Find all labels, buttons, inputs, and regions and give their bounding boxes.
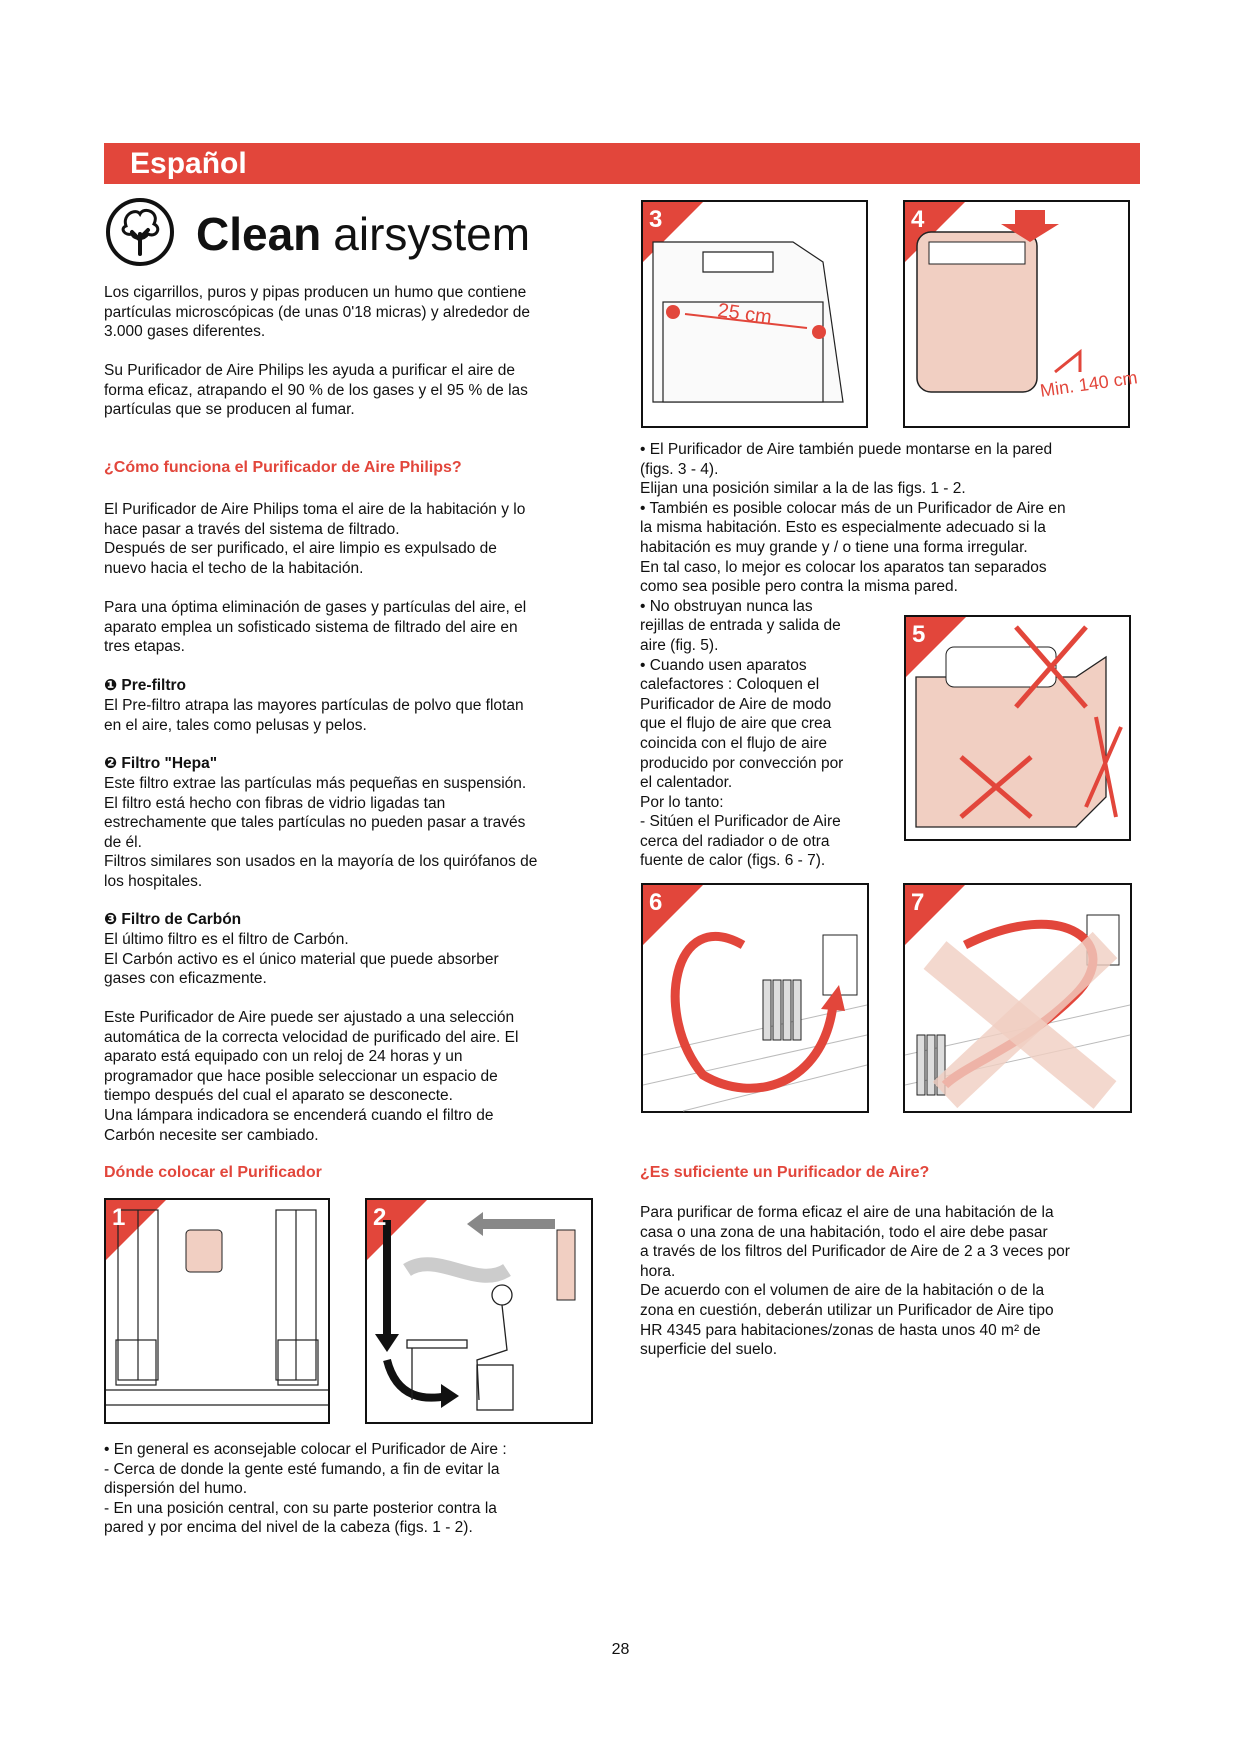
carbon-filter-text: El último filtro es el filtro de Carbón. El Carbón activo es el único material que puede absorber gases con eficazmente. [104, 931, 499, 988]
figure-3-wall-mount-spacing [641, 200, 868, 428]
placement-heading: Dónde colocar el Purificador [104, 1164, 322, 1181]
figure-5-number: 5 [912, 621, 926, 648]
prefilter-title: ❶ Pre-filtro [104, 677, 187, 694]
logo-light-word: airsystem [333, 208, 531, 260]
figure-6-number: 6 [649, 889, 663, 916]
figure-3-number: 3 [649, 206, 663, 233]
prefilter-text: El Pre-filtro atrapa las mayores partículas de polvo que flotan en el aire, tales como pelusas y pelos. [104, 697, 524, 734]
hepa-filter-text: Este filtro extrae las partículas más pequeñas en suspensión. El filtro está hecho con fibras de vidrio ligadas tan estrechamente que tales partículas no pueden pasar a través de él. Filtros similares son usados en la mayoría de los quirófanos de los hospitales. [104, 775, 538, 890]
tree-logo-icon [104, 196, 176, 268]
intro-paragraph-1: Los cigarrillos, puros y pipas producen un humo que contiene partículas microscópicas (de unas 0'18 micras) y alrededor de 3.000 gases diferentes. [104, 284, 530, 341]
figure-2-person-airflow [365, 1198, 593, 1424]
clean-airsystem-logo [196, 207, 530, 261]
figure-2-number: 2 [373, 1204, 387, 1231]
language-title: Español [130, 147, 247, 180]
figure-4-wall-mount-height [903, 200, 1139, 428]
page-number: 28 [611, 1641, 630, 1658]
wall-mount-bullets: • El Purificador de Aire también puede montarse en la pared (figs. 3 - 4). Elijan una posición similar a la de las figs. 1 - 2. • También es posible colocar más de un Purificador de Aire en la misma habitación. Esto es especialmente adecuado si la habitación es muy grande y / o tiene una forma irregular. En tal caso, lo mejor es colocar los aparatos tan separados como sea posible pero contra la misma pared. • No obstruyan nunca las rejillas de entrada y salida de aire (fig. 5). • Cuando usen aparatos calefactores : Coloquen el Purificador de Aire de modo que el flujo de aire que crea coincida con el flujo de aire producido por convección por el calentador. Por lo tanto: - Sitúen el Purificador de Aire cerca del radiador o de otra fuente de calor (figs. 6 - 7). [640, 441, 1066, 870]
language-header-bar [104, 143, 1140, 184]
figure-7-heater-incorrect [903, 883, 1132, 1113]
figure-1-number: 1 [112, 1204, 126, 1231]
logo-bold-word: Clean [196, 208, 322, 260]
enough-purifier-paragraph: Para purificar de forma eficaz el aire de una habitación de la casa o una zona de una habitación, todo el aire debe pasar a través de los filtros del Purificador de Aire de 2 a 3 veces por hora. De acuerdo con el volumen de aire de la habitación o de la zona en cuestión, deberán utilizar un Purificador de Aire tipo HR 4345 para habitaciones/zonas de hasta unos 40 m² de superficie del suelo. [640, 1204, 1070, 1359]
figure-6-heater-correct [641, 883, 869, 1113]
hepa-filter-title: ❷ Filtro "Hepa" [104, 755, 218, 772]
figure-1-room-wall [104, 1198, 330, 1424]
how-it-works-heading: ¿Cómo funciona el Purificador de Aire Philips? [104, 459, 462, 476]
enough-purifier-heading: ¿Es suficiente un Purificador de Aire? [640, 1164, 930, 1181]
figure-7-number: 7 [911, 889, 925, 916]
figure-4-height-label: Min. 140 cm [1038, 367, 1139, 401]
how-paragraph-1: El Purificador de Aire Philips toma el aire de la habitación y lo hace pasar a través del sistema de filtrado. Después de ser purificado, el aire limpio es expulsado de nuevo hacia el techo de la habitación. [104, 501, 526, 577]
figure-5-do-not-block [904, 615, 1131, 841]
figure-4-number: 4 [911, 206, 925, 233]
auto-speed-paragraph: Este Purificador de Aire puede ser ajustado a una selección automática de la correcta velocidad de purificado del aire. El aparato está equipado con un reloj de 24 horas y un programador que hace posible seleccionar un espacio de tiempo después del cual el aparato se desconecte. Una lámpara indicadora se encenderá cuando el filtro de Carbón necesite ser cambiado. [104, 1009, 519, 1144]
placement-bullets: • En general es aconsejable colocar el Purificador de Aire : - Cerca de donde la gente esté fumando, a fin de evitar la dispersión del humo. - En una posición central, con su parte posterior contra la pared y por encima del nivel de la cabeza (figs. 1 - 2). [104, 1441, 507, 1537]
figure-3-spacing-label: 25 cm [716, 299, 774, 329]
how-paragraph-2: Para una óptima eliminación de gases y partículas del aire, el aparato emplea un sofisticado sistema de filtrado del aire en tres etapas. [104, 599, 527, 656]
intro-paragraph-2: Su Purificador de Aire Philips les ayuda a purificar el aire de forma eficaz, atrapando el 90 % de los gases y el 95 % de las partículas que se producen al fumar. [104, 362, 528, 419]
carbon-filter-title: ❸ Filtro de Carbón [104, 911, 242, 928]
